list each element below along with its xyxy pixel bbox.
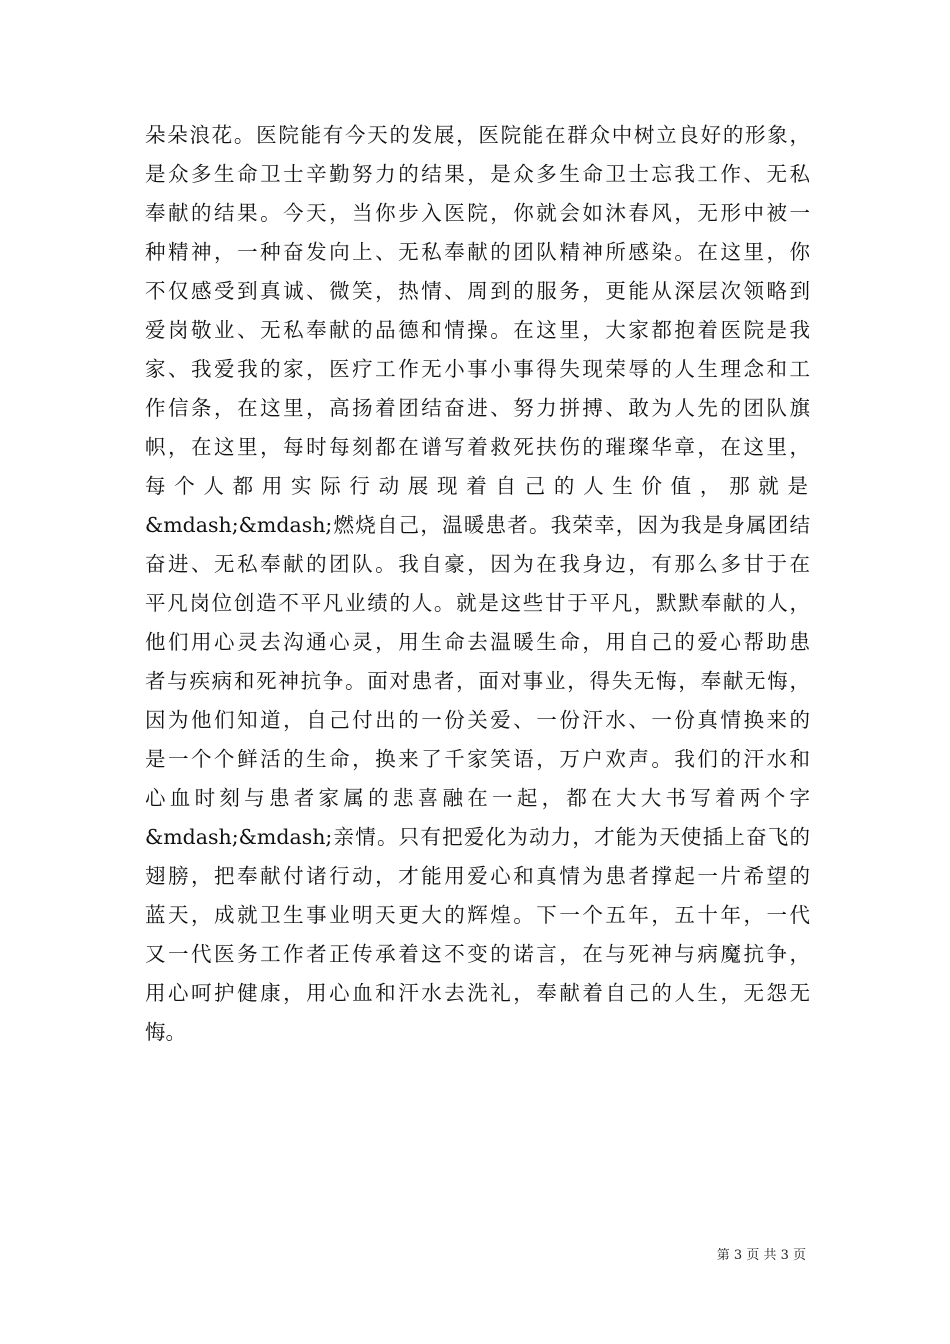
text-line: 家、我爱我的家，医疗工作无小事小事得失现荣辱的人生理念和工 xyxy=(145,357,810,381)
text-line: 者与疾病和死神抗争。面对患者，面对事业，得失无悔，奉献无悔， xyxy=(145,669,810,693)
text-line: 不仅感受到真诚、微笑，热情、周到的服务，更能从深层次领略到 xyxy=(145,279,810,303)
text-line: 是一个个鲜活的生命，换来了千家笑语，万户欢声。我们的汗水和 xyxy=(145,747,810,771)
text-line: 是众多生命卫士辛勤努力的结果，是众多生命卫士忘我工作、无私 xyxy=(145,162,810,186)
text-line: 翅膀，把奉献付诸行动，才能用爱心和真情为患者撑起一片希望的 xyxy=(145,864,810,888)
text-line: 爱岗敬业、无私奉献的品德和情操。在这里，大家都抱着医院是我 xyxy=(145,318,810,342)
text-line: 因为他们知道，自己付出的一份关爱、一份汗水、一份真情换来的 xyxy=(145,708,810,732)
text-line: &mdash;&mdash;燃烧自己，温暖患者。我荣幸，因为我是身属团结 xyxy=(145,513,810,537)
text-line: 帜，在这里，每时每刻都在谱写着救死扶伤的璀璨华章，在这里， xyxy=(145,435,810,459)
text-line: 每个人都用实际行动展现着自己的人生价值，那就是 xyxy=(145,474,810,498)
body-text xyxy=(145,116,810,1052)
text-line: 种精神，一种奋发向上、无私奉献的团队精神所感染。在这里，你 xyxy=(145,240,810,264)
text-line: 悔。 xyxy=(145,1020,186,1044)
text-line: 作信条，在这里，高扬着团结奋进、努力拼搏、敢为人先的团队旗 xyxy=(145,396,810,420)
text-line: 朵朵浪花。医院能有今天的发展，医院能在群众中树立良好的形象， xyxy=(145,123,810,147)
text-line: 他们用心灵去沟通心灵，用生命去温暖生命，用自己的爱心帮助患 xyxy=(145,630,810,654)
text-line: 奋进、无私奉献的团队。我自豪，因为在我身边，有那么多甘于在 xyxy=(145,552,810,576)
text-line: 心血时刻与患者家属的悲喜融在一起，都在大大书写着两个字 xyxy=(145,786,810,810)
text-line: &mdash;&mdash;亲情。只有把爱化为动力，才能为天使插上奋飞的 xyxy=(145,825,810,849)
text-line: 奉献的结果。今天，当你步入医院，你就会如沐春风，无形中被一 xyxy=(145,201,810,225)
text-line: 平凡岗位创造不平凡业绩的人。就是这些甘于平凡，默默奉献的人， xyxy=(145,591,810,615)
text-line: 又一代医务工作者正传承着这不变的诺言，在与死神与病魔抗争， xyxy=(145,942,810,966)
text-line: 蓝天，成就卫生事业明天更大的辉煌。下一个五年，五十年，一代 xyxy=(145,903,810,927)
page-number-footer: 第 3 页 共 3 页 xyxy=(716,1248,806,1263)
text-line: 用心呵护健康，用心血和汗水去洗礼，奉献着自己的人生，无怨无 xyxy=(145,981,810,1005)
